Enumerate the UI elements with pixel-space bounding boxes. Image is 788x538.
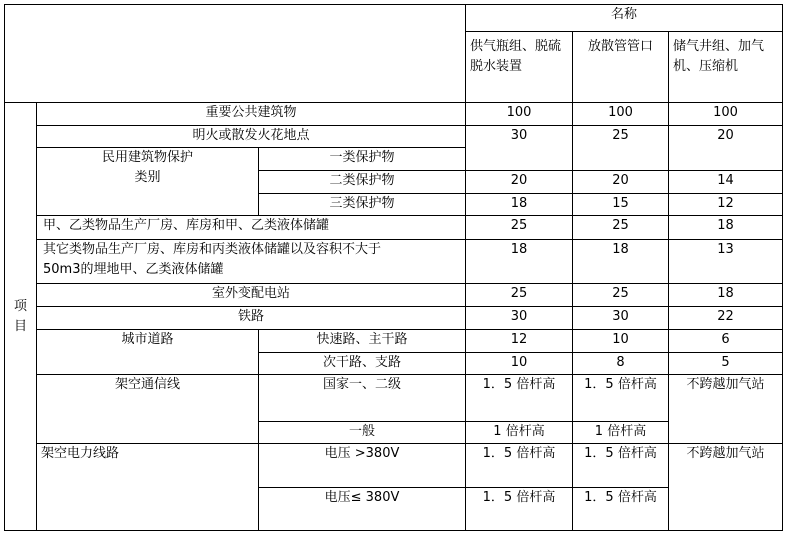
row-value: 18 xyxy=(466,194,573,216)
row-value: 不跨越加气站 xyxy=(669,375,783,444)
sub-label: 三类保护物 xyxy=(259,194,466,216)
row-value: 1．5 倍杆高 xyxy=(466,488,573,531)
row-label: 铁路 xyxy=(37,307,466,330)
row-label: 明火或散发火花地点 xyxy=(37,126,466,148)
row-value: 12 xyxy=(466,330,573,353)
row-label: 甲、乙类物品生产厂房、库房和甲、乙类液体储罐 xyxy=(37,216,466,240)
row-label: 室外变配电站 xyxy=(37,284,466,307)
row-value: 22 xyxy=(669,307,783,330)
sub-label: 电压 >380V xyxy=(259,444,466,488)
sub-label: 一般 xyxy=(259,422,466,444)
row-value: 100 xyxy=(669,103,783,126)
row-value: 1．5 倍杆高 xyxy=(466,444,573,488)
row-value: 25 xyxy=(466,284,573,307)
row-value: 30 xyxy=(573,307,669,330)
group-label: 架空电力线路 xyxy=(37,444,259,531)
row-value: 18 xyxy=(669,216,783,240)
row-value: 30 xyxy=(466,307,573,330)
row-value: 25 xyxy=(573,126,669,171)
row-value: 25 xyxy=(573,284,669,307)
row-value: 20 xyxy=(466,171,573,194)
header-col-2: 放散管管口 xyxy=(573,32,669,103)
row-label: 重要公共建筑物 xyxy=(37,103,466,126)
row-value: 10 xyxy=(466,353,573,375)
row-label: 其它类物品生产厂房、库房和丙类液体储罐以及容积不大于 50m3的埋地甲、乙类液体储罐 xyxy=(37,240,466,284)
row-value: 1 倍杆高 xyxy=(466,422,573,444)
sub-label: 一类保护物 xyxy=(259,148,466,171)
safety-distance-table xyxy=(4,4,783,531)
sub-label: 国家一、二级 xyxy=(259,375,466,422)
row-value: 1．5 倍杆高 xyxy=(573,444,669,488)
row-value: 20 xyxy=(573,171,669,194)
row-value: 1．5 倍杆高 xyxy=(573,488,669,531)
row-value: 25 xyxy=(466,216,573,240)
sub-label: 二类保护物 xyxy=(259,171,466,194)
row-value: 6 xyxy=(669,330,783,353)
header-col-1: 供气瓶组、脱硫脱水装置 xyxy=(466,32,573,103)
header-col-3: 储气井组、加气机、压缩机 xyxy=(669,32,783,103)
row-value: 1 倍杆高 xyxy=(573,422,669,444)
row-value: 14 xyxy=(669,171,783,194)
row-value: 5 xyxy=(669,353,783,375)
row-value: 1．5 倍杆高 xyxy=(573,375,669,422)
row-value: 15 xyxy=(573,194,669,216)
header-blank-cell xyxy=(5,5,466,103)
row-value: 13 xyxy=(669,240,783,284)
row-value: 100 xyxy=(573,103,669,126)
row-value: 1．5 倍杆高 xyxy=(466,375,573,422)
row-value: 8 xyxy=(573,353,669,375)
sub-label: 电压≤ 380V xyxy=(259,488,466,531)
row-value: 18 xyxy=(669,284,783,307)
row-value: 10 xyxy=(573,330,669,353)
row-value: 25 xyxy=(573,216,669,240)
side-label-project: 项目 xyxy=(5,103,37,531)
row-value: 12 xyxy=(669,194,783,216)
row-value: 20 xyxy=(669,126,783,171)
row-value: 18 xyxy=(466,240,573,284)
group-label: 架空通信线 xyxy=(37,375,259,444)
header-group-name: 名称 xyxy=(466,5,783,32)
row-value: 18 xyxy=(573,240,669,284)
row-value: 100 xyxy=(466,103,573,126)
row-value: 不跨越加气站 xyxy=(669,444,783,531)
group-label: 城市道路 xyxy=(37,330,259,375)
sub-label: 快速路、主干路 xyxy=(259,330,466,353)
group-label: 民用建筑物保护类别 xyxy=(37,148,259,216)
sub-label: 次干路、支路 xyxy=(259,353,466,375)
row-value: 30 xyxy=(466,126,573,171)
